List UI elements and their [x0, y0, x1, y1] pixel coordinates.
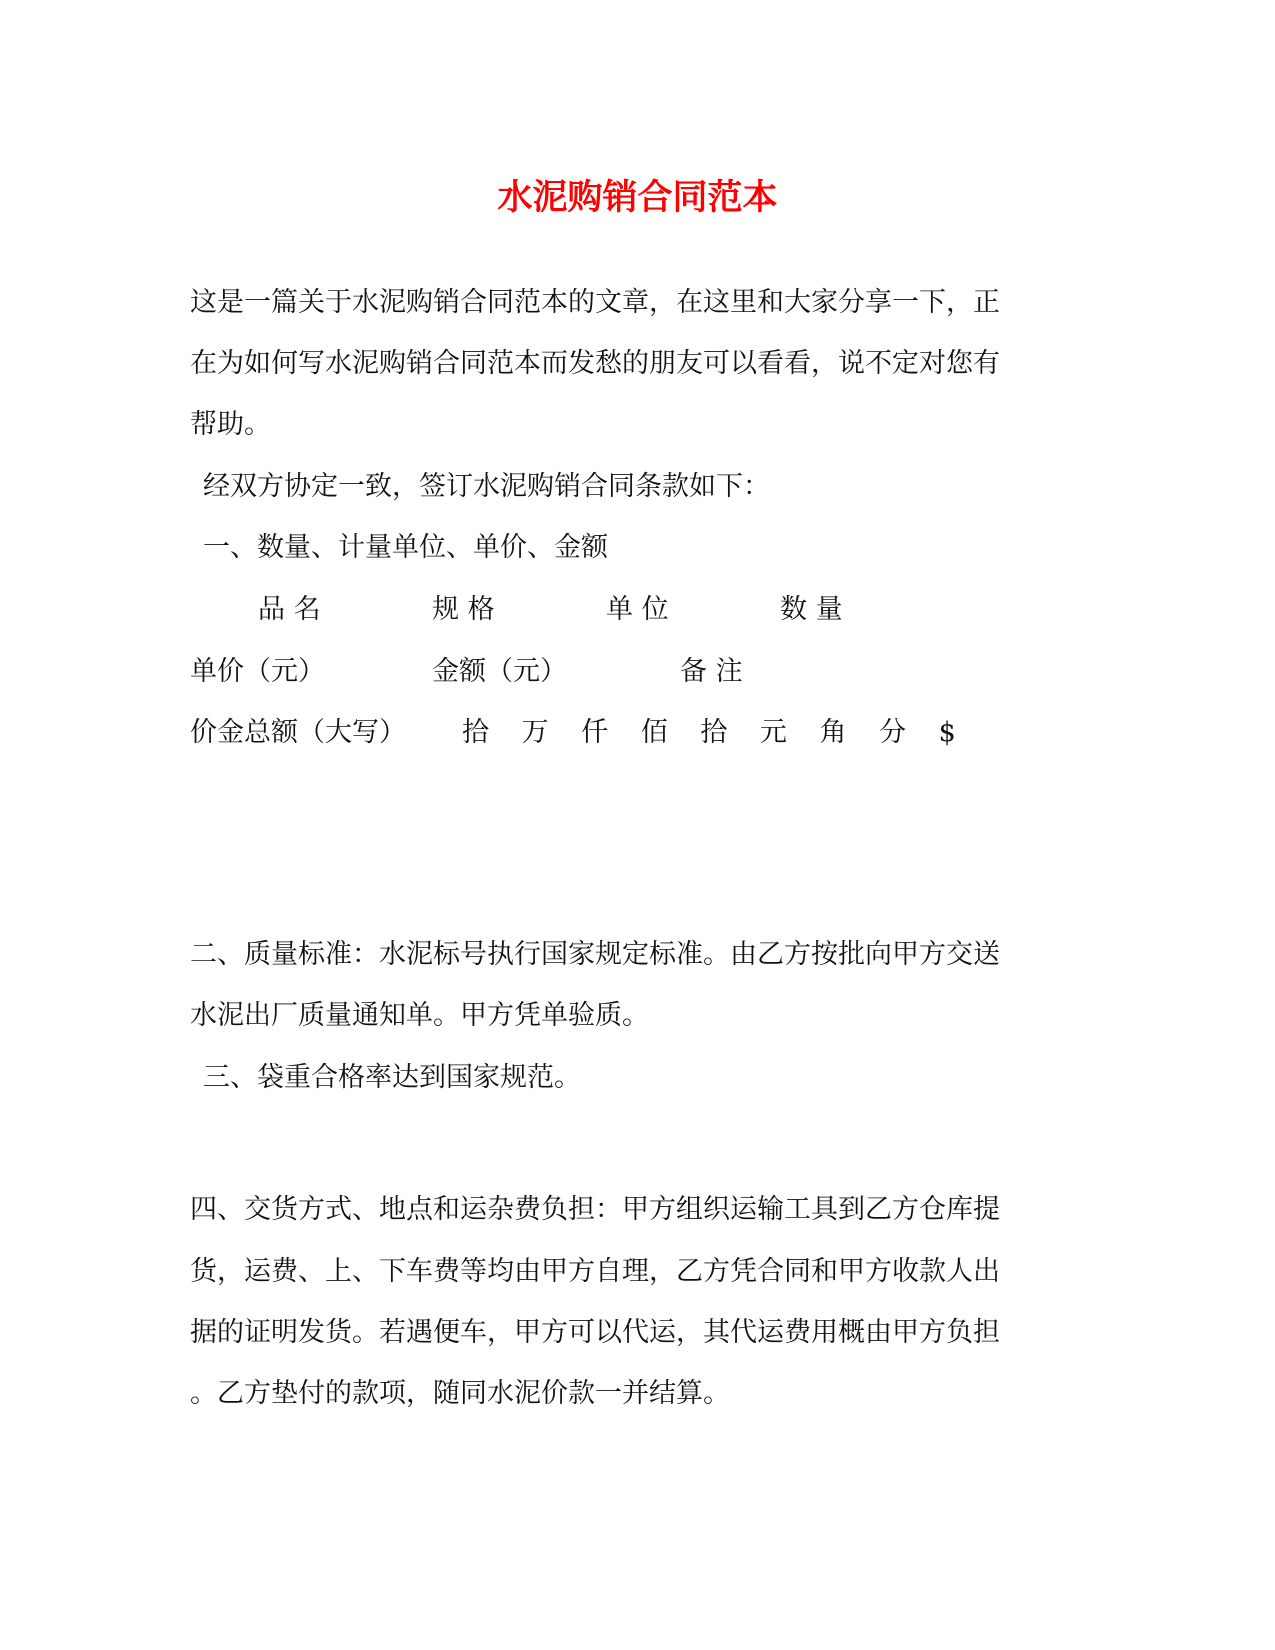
total-amount-label: 价金总额（大写）	[190, 717, 406, 748]
intro-line-3: 帮助。	[190, 409, 271, 440]
section-2-line-1: 二、质量标准：水泥标号执行国家规定标准。由乙方按批向甲方交送	[190, 939, 1000, 970]
total-amount-units: 拾 万 仟 佰 拾 元 角 分 $	[462, 717, 968, 748]
col-specification: 规 格	[432, 594, 495, 625]
col-remarks: 备 注	[680, 656, 743, 687]
col-unit: 单 位	[606, 594, 669, 625]
col-quantity: 数 量	[780, 594, 843, 625]
section-4-line-3: 据的证明发货。若遇便车，甲方可以代运，其代运费用概由甲方负担	[190, 1317, 1000, 1348]
section-1-heading: 一、数量、计量单位、单价、金额	[203, 532, 608, 563]
section-4-line-2: 货，运费、上、下车费等均由甲方自理，乙方凭合同和甲方收款人出	[190, 1256, 1000, 1287]
agreement-statement: 经双方协定一致，签订水泥购销合同条款如下：	[203, 471, 770, 502]
section-3: 三、袋重合格率达到国家规范。	[203, 1062, 581, 1093]
col-amount: 金额（元）	[432, 656, 567, 687]
section-4-line-1: 四、交货方式、地点和运杂费负担：甲方组织运输工具到乙方仓库提	[190, 1194, 1000, 1225]
document-title: 水泥购销合同范本	[497, 177, 778, 218]
intro-line-1: 这是一篇关于水泥购销合同范本的文章，在这里和大家分享一下，正	[190, 287, 1000, 318]
section-2-line-2: 水泥出厂质量通知单。甲方凭单验质。	[190, 1000, 649, 1031]
intro-line-2: 在为如何写水泥购销合同范本而发愁的朋友可以看看，说不定对您有	[190, 348, 1000, 379]
section-4-line-4: 。乙方垫付的款项，随同水泥价款一并结算。	[190, 1378, 730, 1409]
col-unit-price: 单价（元）	[190, 656, 325, 687]
col-product-name: 品 名	[258, 594, 321, 625]
